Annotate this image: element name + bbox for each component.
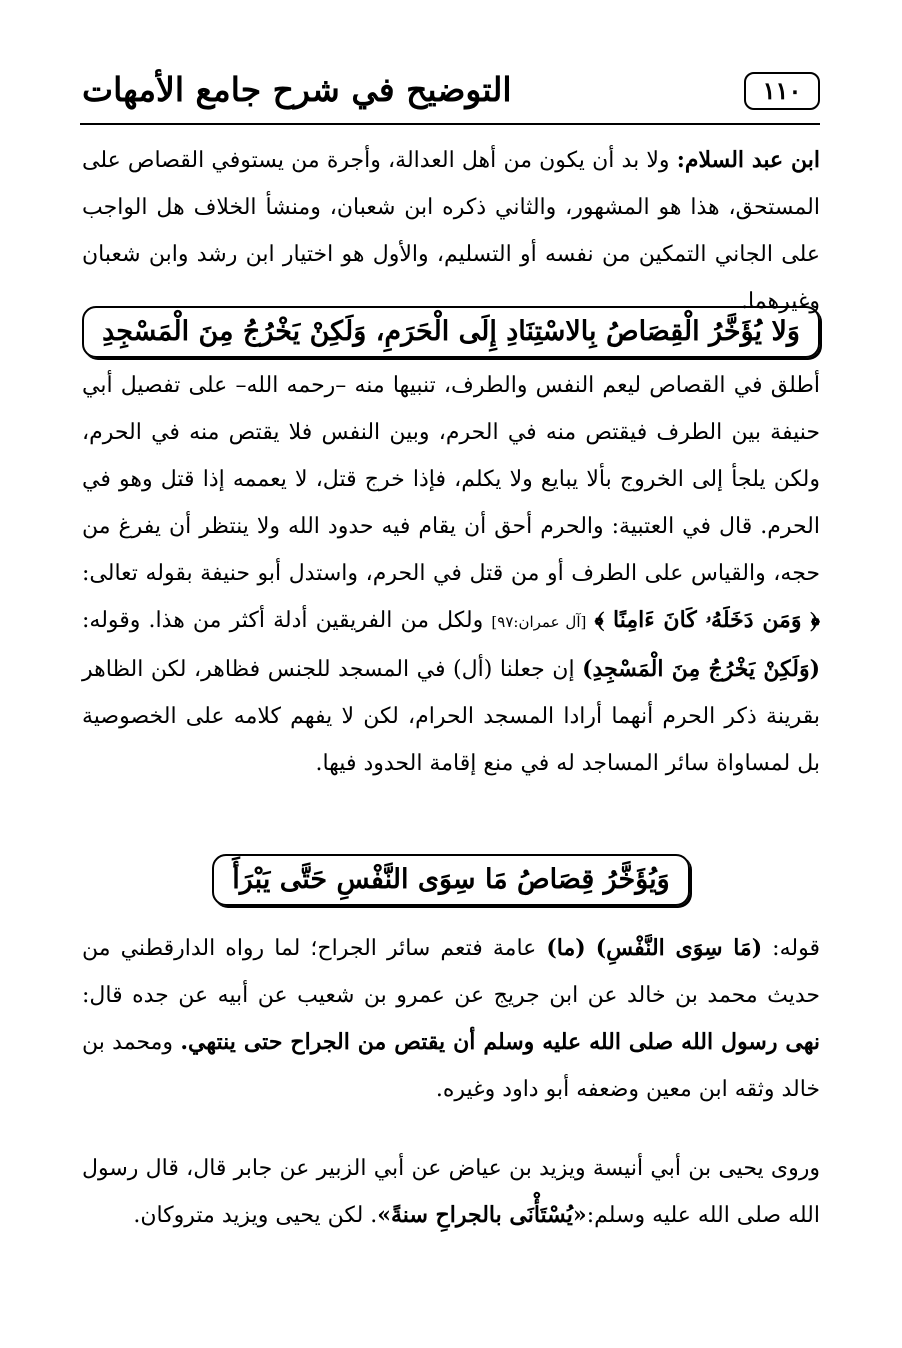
page-number: ١١٠ [744,72,820,110]
paragraph-4-text-2: . لكن يحيى ويزيد متروكان. [133,1203,378,1228]
matn-box-2: وَيُؤَخَّرُ قِصَاصُ مَا سِوَى النَّفْسِ حَتَّى يَبْرَأَ [212,854,689,906]
header-rule [80,123,820,125]
paragraph-3-text-2 [586,936,596,961]
paragraph-2-text-1: أطلق في القصاص ليعم النفس والطرف، تنبيها منه –رحمه الله– على تفصيل أبي حنيفة بين الطرف فيقتص منه في الحرم، وبين النفس فلا يقتص منه في الحرم، ولكن يلجأ إلى الخروج بألا يبايع ولا يكلم، فإذا خرج قتل، لا يعممه إذا قتل وهو في الحرم. قال في العتبية: والحرم أحق أن يقام فيه حدود الله ولا ينتظر أن يفرغ من حجه، والقياس على الطرف أو من قتل في الحرم، واستدل أبو حنيفة بقوله تعالى: [82,373,820,586]
paragraph-2-text-2: ولكل من الفريقين أدلة أكثر من هذا. وقوله: [82,608,492,633]
paragraph-4 [82,1145,820,1239]
matn-box-2-wrap [82,854,820,906]
paragraph-3 [82,925,820,1113]
matn-box-1: وَلا يُؤَخَّرُ الْقِصَاصُ بِالاسْتِنَادِ إِلَى الْحَرَمِ، وَلَكِنْ يَخْرُجُ مِنَ الْمَسْجِدِ [82,306,820,358]
paragraph-3-hadith: نهى رسول الله صلى الله عليه وسلم أن يقتص من الجراح حتى ينتهي. [180,1029,821,1055]
paragraph-2-quote: (وَلَكِنْ يَخْرُجُ مِنَ الْمَسْجِدِ) [582,656,820,682]
verse-reference: [آل عمران:٩٧] [491,613,587,631]
paragraph-3-text-4: ومحمد بن خالد وثقه ابن معين وضعفه أبو داود وغيره. [82,1030,820,1102]
paragraph-3-text-3: عامة فتعم سائر الجراح؛ لما رواه الدارقطني من حديث محمد بن خالد عن ابن جريج عن عمرو بن شعيب عن أبيه عن جده قال: [82,936,820,1008]
paragraph-3-text-1: قوله: [762,936,820,961]
page-header [80,66,820,124]
paragraph-2-text-3: إن جعلنا (أل) في المسجد للجنس فظاهر، لكن الظاهر بقرينة ذكر الحرم أنهما أرادا المسجد الحرام، لكن لا يفهم كلامه على الخصوصية بل لمساواة سائر المساجد له في منع إقامة الحدود فيها. [82,657,820,776]
matn-box-1-wrap [82,306,820,358]
paragraph-1-lead: ابن عبد السلام: [676,147,820,173]
quran-verse: ﴿ وَمَن دَخَلَهُۥ كَانَ ءَامِنًا ﴾ [594,607,821,633]
paragraph-4-hadith: «يُسْتَأْنَى بالجراحِ سنةً» [377,1202,587,1228]
book-title: التوضيح في شرح جامع الأمهات [82,70,512,109]
paragraph-3-quote-2: (ما) [546,935,586,961]
paragraph-1-text: ولا بد أن يكون من أهل العدالة، وأجرة من يستوفي القصاص على المستحق، هذا هو المشهور، والثاني ذكره ابن شعبان، ومنشأ الخلاف هل الواجب على الجاني التمكين من نفسه أو التسليم، والأول هو اختيار ابن رشد وابن شعبان وغيرهما. [82,148,820,314]
paragraph-1 [82,137,820,325]
paragraph-2 [82,362,820,787]
paragraph-3-quote-1: (مَا سِوَى النَّفْسِ) [595,935,763,961]
paragraph-4-text-1: وروى يحيى بن أبي أنيسة ويزيد بن عياض عن أبي الزبير عن جابر قال، قال رسول الله صلى الله عليه وسلم: [82,1156,820,1228]
